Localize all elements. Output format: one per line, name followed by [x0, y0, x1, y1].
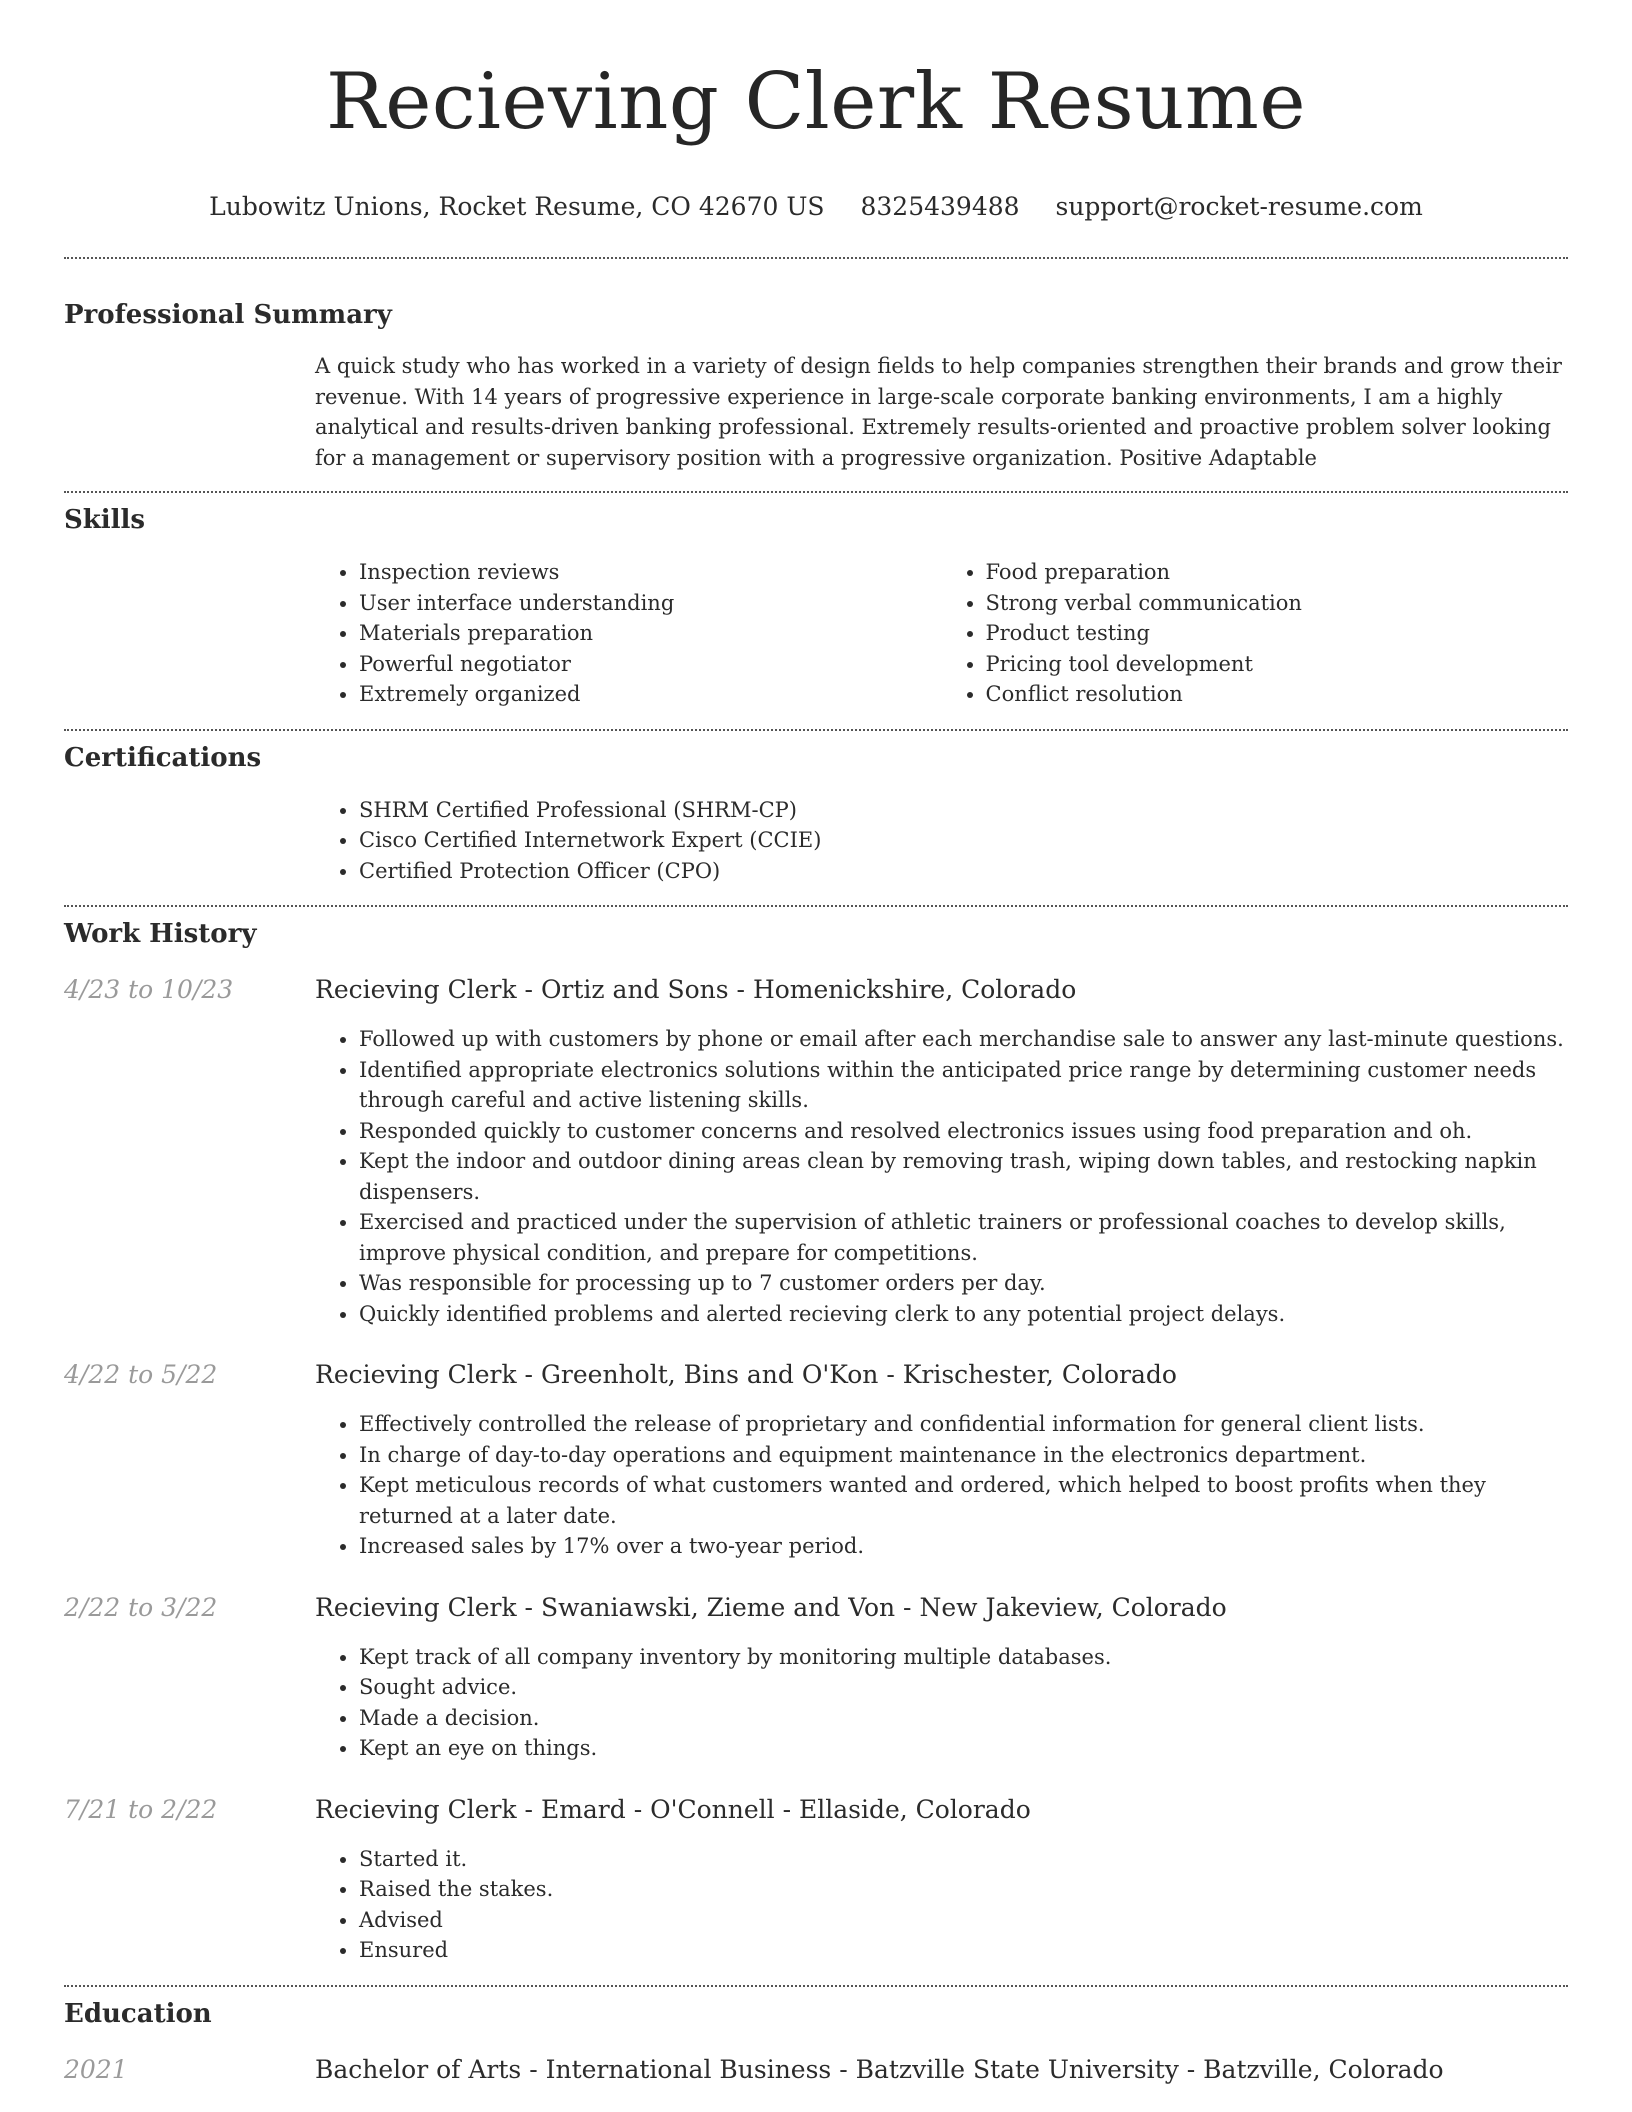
summary-divider: [64, 491, 1568, 493]
skills-section: [64, 504, 1568, 710]
certifications-section: [64, 742, 1568, 887]
work-history-heading: Work History: [64, 919, 257, 949]
header-divider: [64, 257, 1568, 259]
skills-heading: Skills: [64, 505, 146, 535]
skills-list-right: [942, 557, 1569, 710]
job-bullet: • Kept track of all company inventory by monitoring multiple databases.: [359, 1642, 1568, 1673]
job-date: 7/21 to 2/22: [64, 1794, 218, 1824]
skill-item: • Strong verbal communication: [986, 588, 1569, 619]
certifications-list: [315, 795, 1568, 887]
job-bullet: • Quickly identified problems and alerted recieving clerk to any potential project delays.: [359, 1299, 1568, 1330]
job-entry: [64, 1592, 1568, 1764]
contact-line: [64, 192, 1568, 222]
job-bullet: • Identified appropriate electronics solutions within the anticipated price range by determining customer needs through careful and active listening skills.: [359, 1055, 1568, 1116]
skill-item: • Inspection reviews: [359, 557, 942, 588]
summary-heading: Professional Summary: [64, 300, 392, 330]
summary-section: [64, 299, 1568, 473]
job-bullets: [315, 1409, 1568, 1562]
certification-item: • Cisco Certified Internetwork Expert (CCIE): [359, 825, 1568, 856]
contact-address: Lubowitz Unions, Rocket Resume, CO 42670 US: [209, 192, 825, 221]
job-date: 2/22 to 3/22: [64, 1592, 218, 1622]
skill-item: • Food preparation: [986, 557, 1569, 588]
contact-email: support@rocket-resume.com: [1055, 192, 1423, 221]
job-bullet: • Kept the indoor and outdoor dining areas clean by removing trash, wiping down tables, and restocking napkin dispensers.: [359, 1146, 1568, 1207]
job-bullet: • Started it.: [359, 1844, 1568, 1875]
job-bullets: [315, 1024, 1568, 1329]
job-bullet: • Kept meticulous records of what customers wanted and ordered, which helped to boost profits when they returned at a later date.: [359, 1470, 1568, 1531]
contact-phone: 8325439488: [860, 192, 1020, 221]
skills-divider: [64, 729, 1568, 731]
job-bullet: • Kept an eye on things.: [359, 1733, 1568, 1764]
job-bullet: • Followed up with customers by phone or email after each merchandise sale to answer any last-minute questions.: [359, 1024, 1568, 1055]
job-bullet: • Ensured: [359, 1935, 1568, 1966]
job-bullet: • Effectively controlled the release of proprietary and confidential information for general client lists.: [359, 1409, 1568, 1440]
skill-item: • Product testing: [986, 618, 1569, 649]
job-title: Recieving Clerk - Ortiz and Sons - Homenickshire, Colorado: [315, 975, 1077, 1004]
job-header: [64, 1794, 1568, 1826]
skill-item: • Pricing tool development: [986, 649, 1569, 680]
skill-item: • Powerful negotiator: [359, 649, 942, 680]
job-bullet: • Increased sales by 17% over a two-year period.: [359, 1531, 1568, 1562]
work-history-divider: [64, 1985, 1568, 1987]
job-bullets: [315, 1642, 1568, 1764]
skills-list-left: [315, 557, 942, 710]
job-bullet: • Made a decision.: [359, 1703, 1568, 1734]
skills-grid: [315, 557, 1568, 710]
job-bullet: • Raised the stakes.: [359, 1874, 1568, 1905]
job-bullet: • Sought advice.: [359, 1672, 1568, 1703]
education-section: [64, 1998, 1568, 2086]
education-date: 2021: [64, 2054, 128, 2084]
job-bullet: • Exercised and practiced under the supervision of athletic trainers or professional coaches to develop skills, improve physical condition, and prepare for competitions.: [359, 1207, 1568, 1268]
job-header: [64, 974, 1568, 1006]
summary-text: A quick study who has worked in a variety of design fields to help companies strengthen their brands and grow their revenue. With 14 years of progressive experience in large-scale corporate banking environments, I am a highly analytical and results-driven banking professional. Extremely results-oriented and proactive problem solver looking for a management or supervisory position with a progressive organization. Positive Adaptable: [315, 354, 1562, 470]
job-bullet: • Advised: [359, 1905, 1568, 1936]
job-date: 4/23 to 10/23: [64, 975, 234, 1004]
job-date: 4/22 to 5/22: [64, 1360, 218, 1389]
job-title: Recieving Clerk - Swaniawski, Zieme and Von - New Jakeview, Colorado: [315, 1592, 1227, 1622]
job-bullet: • In charge of day-to-day operations and equipment maintenance in the electronics department.: [359, 1440, 1568, 1471]
skill-item: • Materials preparation: [359, 618, 942, 649]
job-title: Recieving Clerk - Emard - O'Connell - Ellaside, Colorado: [315, 1794, 1031, 1824]
job-entry: [64, 974, 1568, 1329]
job-entry: [64, 1359, 1568, 1562]
job-header: [64, 1359, 1568, 1391]
education-title: Bachelor of Arts - International Business - Batzville State University - Batzville, Colorado: [315, 2054, 1444, 2084]
job-bullet: • Was responsible for processing up to 7 customer orders per day.: [359, 1268, 1568, 1299]
skill-item: • Conflict resolution: [986, 679, 1569, 710]
certifications-heading: Certifications: [64, 742, 262, 773]
job-title: Recieving Clerk - Greenholt, Bins and O'Kon - Krischester, Colorado: [315, 1360, 1177, 1389]
certifications-divider: [64, 905, 1568, 907]
job-header: [64, 1592, 1568, 1624]
work-history-section: [64, 918, 1568, 1966]
education-heading: Education: [64, 1998, 212, 2029]
job-bullet: • Responded quickly to customer concerns and resolved electronics issues using food preparation and oh.: [359, 1116, 1568, 1147]
certification-item: • SHRM Certified Professional (SHRM-CP): [359, 795, 1568, 826]
skill-item: • User interface understanding: [359, 588, 942, 619]
resume-title: Recieving Clerk Resume: [325, 57, 1307, 147]
certification-item: • Certified Protection Officer (CPO): [359, 856, 1568, 887]
job-entry: [64, 1794, 1568, 1966]
skill-item: • Extremely organized: [359, 679, 942, 710]
job-bullets: [315, 1844, 1568, 1966]
education-entry: [64, 2054, 1568, 2086]
